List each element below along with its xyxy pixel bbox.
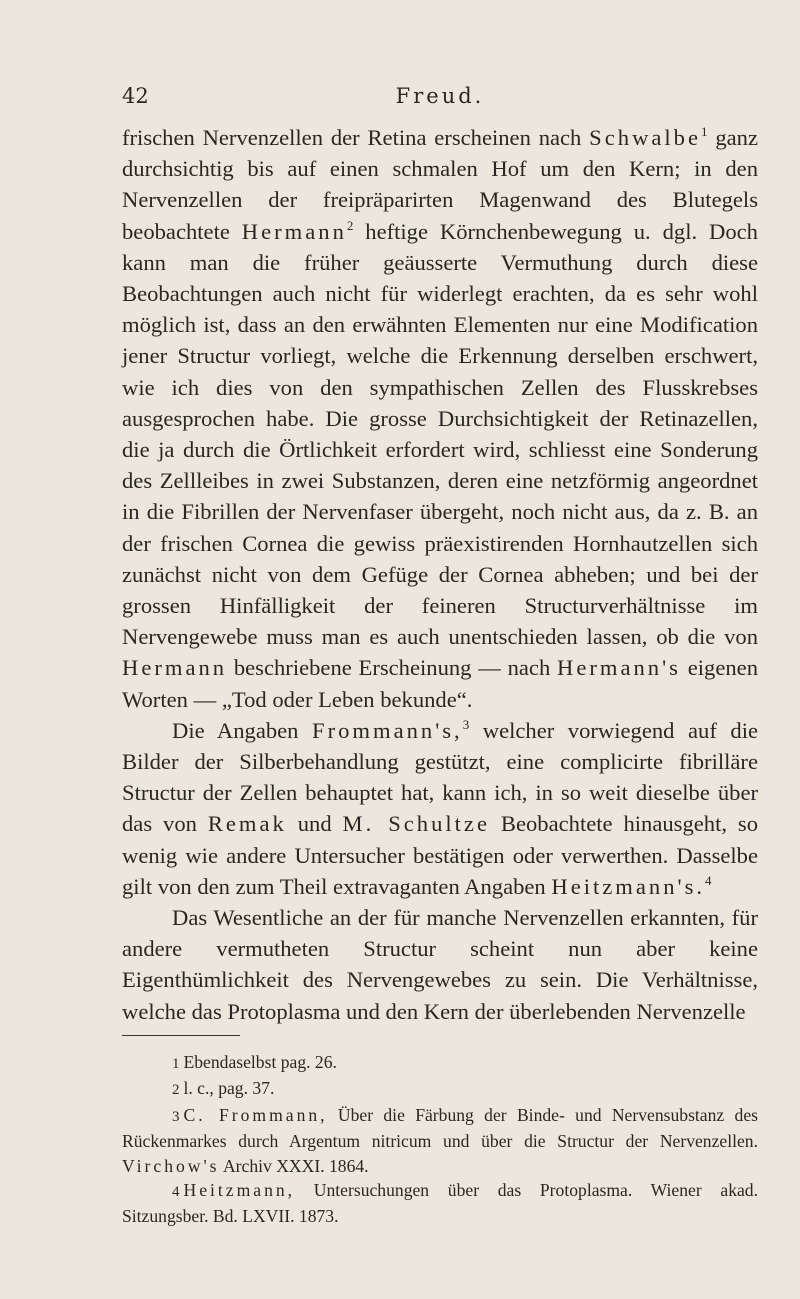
- footnote-text: Über die Färbung der Binde- und Nervensubstanz des Rückenmarkes durch Argentum nitricum und über die Structur der Nervenzellen.: [122, 1104, 758, 1152]
- paragraph-3: Das Wesentliche an der für manche Nervenzellen erkannten, für andere vermutheten Structur scheint nun aber keine Eigenthümlichkeit des Nervengewebes zu sein. Die Verhältnisse, welche das Protoplasma und den Kern der überlebenden Nervenzelle: [122, 905, 758, 1024]
- footnote-ref: 4: [705, 872, 712, 888]
- author-name: Virchow's: [122, 1155, 220, 1176]
- page-number: 42: [122, 84, 149, 108]
- footnotes: [122, 1050, 758, 1229]
- footnote-ref: 3: [462, 716, 470, 732]
- paragraph-2: [122, 715, 758, 902]
- footnote-4: [122, 1178, 758, 1229]
- text-run: Beobachtete hinausgeht, so wenig wie andere Untersucher bestätigen oder verwerthen. Dasselbe gilt von den zum Theil extravaganten Angaben: [122, 811, 759, 899]
- text-run: frischen Nervenzellen der Retina erscheinen nach: [122, 125, 590, 150]
- main-text: [122, 122, 758, 1027]
- footnote-text: Untersuchungen über das Protoplasma. Wiener akad. Sitzungsber. Bd. LXVII. 1873.: [122, 1180, 758, 1227]
- footnote-number: 2: [172, 1082, 180, 1099]
- author-name: Schwalbe: [589, 125, 702, 150]
- text-run: welcher vorwiegend auf die Bilder der Silberbehandlung gestützt, eine complicirte fibrilläre Structur der Zellen behauptet hat, kann ich, in so weit dieselbe über das von: [122, 717, 758, 837]
- running-title: Freud.: [395, 84, 485, 108]
- author-name: Remak: [207, 811, 287, 837]
- footnote-text: Ebendaselbst pag. 26.: [183, 1052, 337, 1072]
- footnote-text: l. c., pag. 37.: [183, 1078, 275, 1099]
- footnote-number: 1: [172, 1056, 180, 1072]
- author-name: Frommann's,: [312, 717, 463, 743]
- text-run: heftige Körnchenbewegung u. dgl. Doch kann man die früher geäusserte Vermuthung durch diese Beobachtungen auch nicht für widerlegt erachten, da es sehr wohl möglich ist, dass an den erwähnten Elementen nur eine Modification jener Structur vorliegt, welche die Erkennung derselben erschwert, wie ich dies von den sympathischen Zellen des Flusskrebses ausgesprochen habe. Die grosse Durchsichtigkeit der Retinazellen, die ja durch die Örtlichkeit erfordert wird, schliesst eine Sonderung des Zellleibes in zwei Substanzen, deren eine netzförmig angeordnet in die Fibrillen der Nervenfaser übergeht, noch nicht aus, da z. B. an der frischen Cornea die gewiss präexistirenden Hornhautzellen sich zunächst nicht von dem Gefüge der Cornea abheben; und bei der grossen Hinfälligkeit der feineren Structurverhältnisse im Nervengewebe muss man es auch unentschieden lassen, ob die von: [122, 218, 758, 650]
- page-header: [122, 84, 758, 110]
- footnote-text: Archiv XXXI. 1864.: [219, 1155, 369, 1176]
- paragraph-1: [122, 122, 758, 715]
- footnote-ref: 2: [346, 217, 354, 233]
- footnote-2: [122, 1076, 758, 1102]
- author-name: Heitzmann's.: [551, 873, 706, 899]
- author-name: Hermann: [122, 655, 228, 681]
- author-name: Hermann's: [557, 655, 681, 681]
- footnote-number: 3: [172, 1108, 180, 1125]
- author-name: C. Frommann,: [183, 1104, 328, 1125]
- footnote-divider: [122, 1035, 240, 1036]
- footnote-ref: 1: [701, 124, 708, 139]
- text-run: beschriebene Erscheinung — nach: [227, 655, 558, 681]
- footnote-number: 4: [172, 1184, 180, 1201]
- text-run: ganz durchsichtig bis auf einen schmalen Hof um den Kern; in den Nervenzellen der freipräparirten Magenwand des Blutegels beobachtete: [122, 125, 758, 244]
- footnote-1: [122, 1050, 758, 1076]
- text-run: eigenen Worten — „Tod oder Leben bekunde“.: [122, 655, 758, 712]
- footnote-3: [122, 1103, 758, 1178]
- text-run: Die Angaben: [172, 717, 313, 743]
- text-run: und: [286, 811, 343, 837]
- author-name: M. Schultze: [342, 811, 490, 837]
- author-name: Hermann: [241, 218, 347, 244]
- author-name: Heitzmann,: [183, 1180, 296, 1201]
